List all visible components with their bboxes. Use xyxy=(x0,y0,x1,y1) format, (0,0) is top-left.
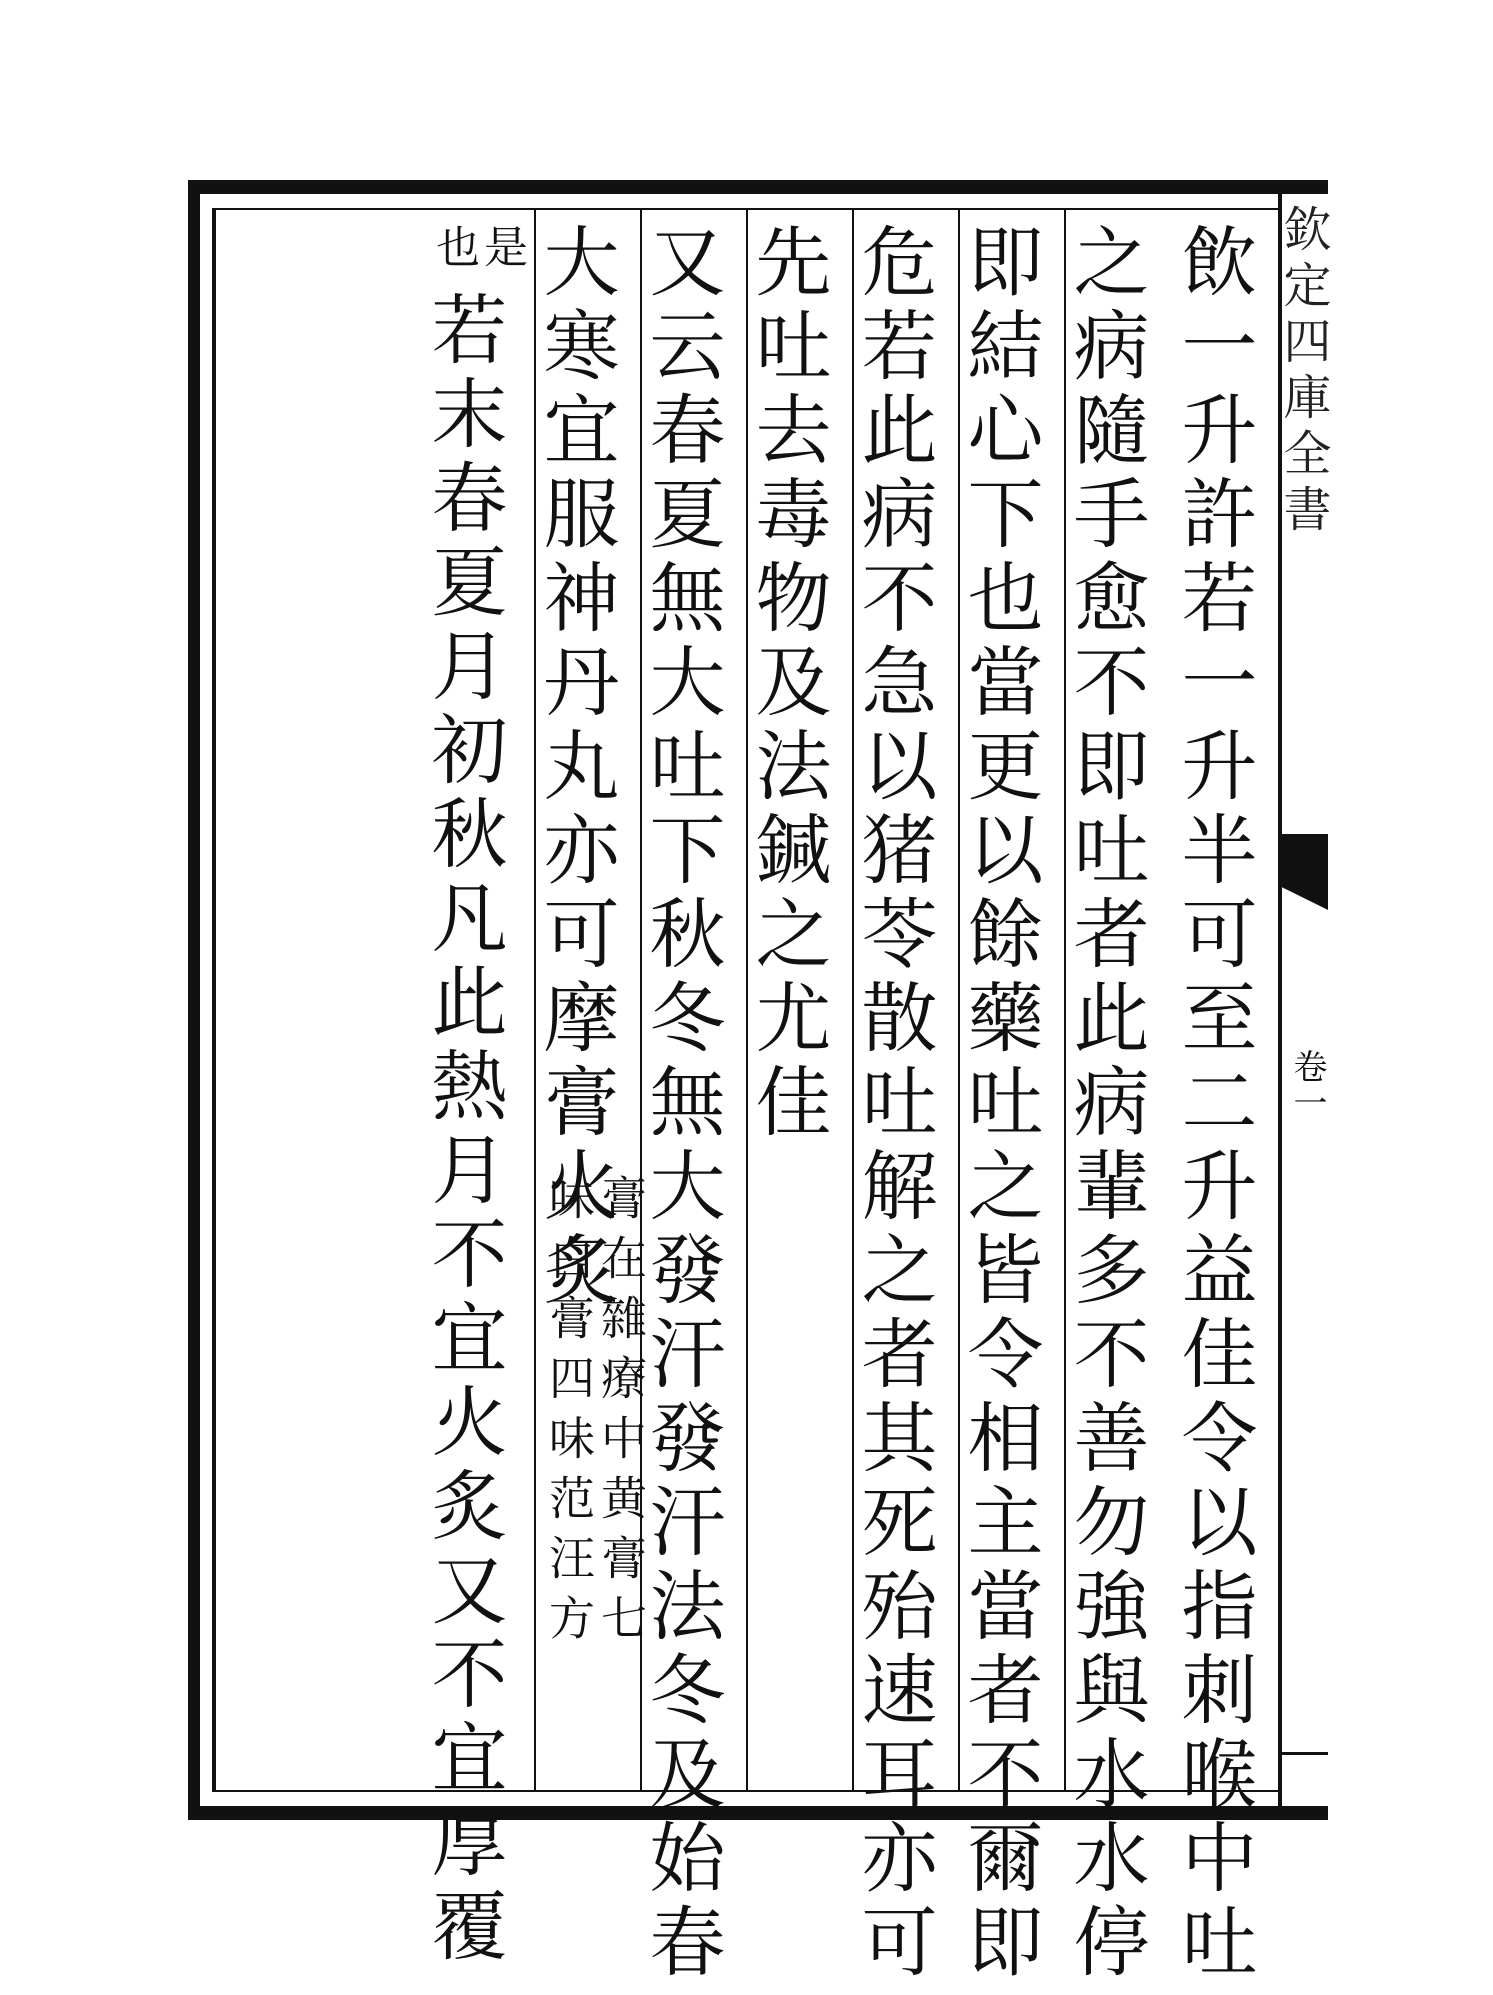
annotation-right: 膏在雜療中黄膏七 xyxy=(594,1174,648,1654)
volume-label: 卷一 xyxy=(1287,1049,1327,1121)
column-text: 危若此病不急以猪苓散吐解之者其死殆速耳亦可 xyxy=(849,222,938,1986)
column-text: 之病隨手愈不即吐者此病輩多不善勿強與水水停 xyxy=(1061,222,1150,1986)
margin-rule xyxy=(1282,1752,1328,1755)
text-columns xyxy=(214,210,1278,1986)
text-column-5 xyxy=(743,210,852,1790)
plate-margin xyxy=(1275,194,1331,1806)
text-column-7 xyxy=(531,210,648,1790)
text-column-1 xyxy=(1169,210,1278,1986)
column-text: 飲一升許若一升半可至二升益佳令以指刺喉中吐 xyxy=(1169,222,1258,1986)
small-head-left: 也 xyxy=(428,224,479,282)
fishtail-mark xyxy=(1282,834,1328,910)
text-column-8 xyxy=(214,210,534,1970)
column-text: 大寒宜服神丹丸亦可摩膏火炙 xyxy=(531,222,620,1314)
small-head-right: 是 xyxy=(476,224,527,282)
text-column-3 xyxy=(955,210,1064,1986)
column-text: 即結心下也當更以餘藥吐之皆令相主當者不爾即 xyxy=(955,222,1044,1986)
column-text: 又云春夏無大吐下秋冬無大發汗發汗法冬及始春 xyxy=(637,222,726,1986)
column-text: 先吐去毒物及法鍼之尤佳 xyxy=(743,222,832,1146)
text-column-2 xyxy=(1061,210,1170,1986)
text-column-6 xyxy=(637,210,746,1986)
column-text: 若末春夏月初秋凡此熱月不宜火炙又不宜厚覆 xyxy=(419,290,508,1970)
book-title: 欽定四庫全書 xyxy=(1275,204,1331,540)
annotation-left: 味白膏四味范汪方 xyxy=(542,1174,596,1654)
text-column-4 xyxy=(849,210,958,1986)
